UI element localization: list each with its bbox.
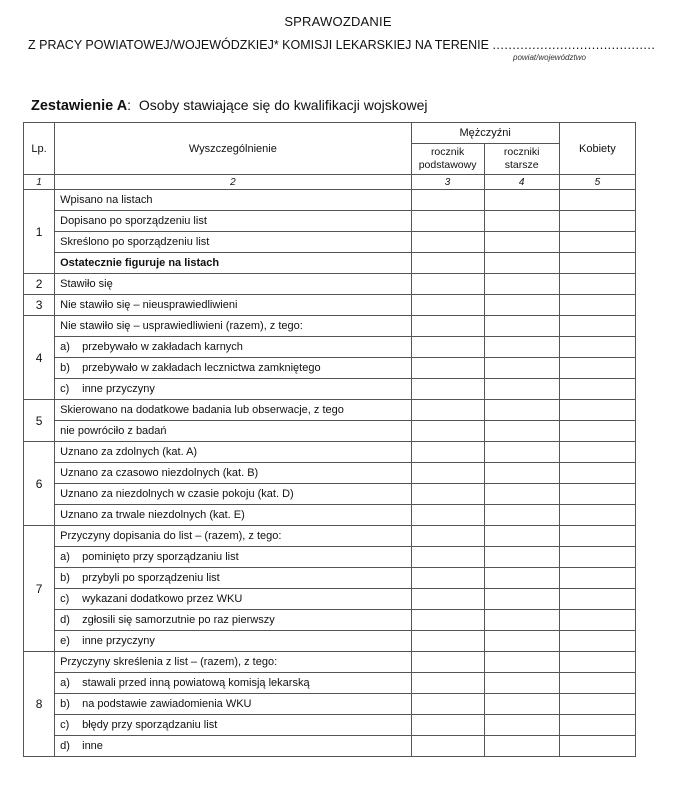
cell-women[interactable] [559, 337, 635, 358]
row-text: Uznano za czasowo niezdolnych (kat. B) [60, 467, 259, 479]
cell-women[interactable] [559, 652, 635, 673]
cell-men-older[interactable] [484, 253, 559, 274]
cell-men-basic[interactable] [411, 211, 484, 232]
row-number: 5 [24, 400, 55, 442]
cell-women[interactable] [559, 694, 635, 715]
cell-women[interactable] [559, 589, 635, 610]
cell-men-basic[interactable] [411, 610, 484, 631]
row-text: Skierowano na dodatkowe badania lub obserwacje, z tego [60, 404, 344, 416]
col-number: 3 [411, 175, 484, 190]
cell-men-basic[interactable] [411, 484, 484, 505]
table-body [24, 190, 636, 757]
row-description [55, 484, 411, 505]
cell-women[interactable] [559, 421, 635, 442]
table-row [24, 442, 636, 463]
table-row [24, 526, 636, 547]
cell-men-older[interactable] [484, 736, 559, 757]
cell-men-basic[interactable] [411, 379, 484, 400]
table-row [24, 673, 636, 694]
col-number: 2 [55, 175, 411, 190]
table-row [24, 295, 636, 316]
row-number: 1 [24, 190, 55, 274]
row-text: wykazani dodatkowo przez WKU [82, 593, 243, 605]
table-row [24, 652, 636, 673]
row-text: błędy przy sporządzaniu list [82, 719, 218, 731]
row-description [55, 190, 411, 211]
section-label: Zestawienie A [31, 98, 128, 114]
row-text: Wpisano na listach [60, 194, 153, 206]
cell-men-older[interactable] [484, 337, 559, 358]
cell-men-basic[interactable] [411, 715, 484, 736]
row-text: Dopisano po sporządzeniu list [60, 215, 207, 227]
table-row [24, 568, 636, 589]
cell-men-older[interactable] [484, 568, 559, 589]
cell-men-basic[interactable] [411, 505, 484, 526]
row-number: 3 [24, 295, 55, 316]
cell-men-basic[interactable] [411, 274, 484, 295]
row-description [55, 589, 411, 610]
row-description [55, 358, 411, 379]
row-letter: c) [60, 383, 70, 395]
cell-women[interactable] [559, 379, 635, 400]
row-text: stawali przed inną powiatową komisją lekarską [82, 677, 310, 689]
cell-men-older[interactable] [484, 484, 559, 505]
cell-women[interactable] [559, 211, 635, 232]
table-row [24, 505, 636, 526]
table-row [24, 190, 636, 211]
row-text: Przyczyny skreślenia z list – (razem), z tego: [60, 656, 278, 668]
cell-men-older[interactable] [484, 316, 559, 337]
row-description [55, 295, 411, 316]
table-row [24, 421, 636, 442]
fill-in-dots[interactable]: ......................................... [492, 38, 656, 52]
table-row [24, 211, 636, 232]
row-letter: c) [60, 593, 70, 605]
table-row [24, 547, 636, 568]
row-description [55, 715, 411, 736]
subtitle-text: Z PRACY POWIATOWEJ/WOJEWÓDZKIEJ* KOMISJI LEKARSKIEJ NA TERENIE [28, 38, 489, 52]
col-number: 5 [559, 175, 635, 190]
table-row [24, 316, 636, 337]
col-number: 4 [484, 175, 559, 190]
cell-women[interactable] [559, 715, 635, 736]
row-description [55, 421, 411, 442]
cell-men-older[interactable] [484, 652, 559, 673]
cell-men-basic[interactable] [411, 190, 484, 211]
row-description [55, 673, 411, 694]
report-subtitle [28, 38, 655, 52]
cell-men-older[interactable] [484, 526, 559, 547]
cell-men-basic[interactable] [411, 652, 484, 673]
cell-men-basic[interactable] [411, 568, 484, 589]
row-description [55, 253, 411, 274]
cell-men-older[interactable] [484, 694, 559, 715]
cell-men-basic[interactable] [411, 673, 484, 694]
report-table [23, 122, 636, 757]
cell-men-older[interactable] [484, 463, 559, 484]
cell-men-basic[interactable] [411, 694, 484, 715]
row-text: na podstawie zawiadomienia WKU [82, 698, 252, 710]
cell-men-basic[interactable] [411, 316, 484, 337]
cell-men-basic[interactable] [411, 295, 484, 316]
table-row [24, 631, 636, 652]
cell-men-older[interactable] [484, 232, 559, 253]
table-row [24, 484, 636, 505]
cell-men-basic[interactable] [411, 400, 484, 421]
cell-men-older[interactable] [484, 421, 559, 442]
cell-women[interactable] [559, 232, 635, 253]
cell-men-basic[interactable] [411, 463, 484, 484]
cell-men-basic[interactable] [411, 442, 484, 463]
cell-men-older[interactable] [484, 211, 559, 232]
cell-women[interactable] [559, 358, 635, 379]
cell-women[interactable] [559, 484, 635, 505]
row-description [55, 568, 411, 589]
row-text: Skreślono po sporządzeniu list [60, 236, 210, 248]
header-men-basic: rocznik podstawowy [411, 144, 484, 175]
row-description [55, 610, 411, 631]
row-text: Uznano za trwale niezdolnych (kat. E) [60, 509, 245, 521]
cell-men-basic[interactable] [411, 337, 484, 358]
report-title: SPRAWOZDANIE [284, 14, 392, 29]
row-text: Nie stawiło się – nieusprawiedliwieni [60, 299, 238, 311]
table-row [24, 358, 636, 379]
header-women: Kobiety [559, 123, 635, 175]
row-number: 6 [24, 442, 55, 526]
cell-men-basic[interactable] [411, 232, 484, 253]
region-note: powiat/województwo [513, 53, 586, 62]
cell-men-older[interactable] [484, 631, 559, 652]
section-text: Osoby stawiające się do kwalifikacji wojskowej [138, 97, 428, 113]
cell-men-older[interactable] [484, 400, 559, 421]
row-description [55, 463, 411, 484]
row-number: 2 [24, 274, 55, 295]
row-description [55, 505, 411, 526]
table-row [24, 463, 636, 484]
row-letter: b) [60, 362, 70, 374]
cell-women[interactable] [559, 274, 635, 295]
row-description [55, 442, 411, 463]
table-row [24, 253, 636, 274]
row-description [55, 379, 411, 400]
cell-men-older[interactable] [484, 442, 559, 463]
row-text: Uznano za zdolnych (kat. A) [60, 446, 198, 458]
row-text: inne [82, 740, 103, 752]
cell-women[interactable] [559, 442, 635, 463]
section-heading: Zestawienie A: Osoby stawiające się do kwalifikacji wojskowej [31, 97, 428, 114]
cell-women[interactable] [559, 736, 635, 757]
cell-men-basic[interactable] [411, 631, 484, 652]
table-row [24, 589, 636, 610]
table-row [24, 715, 636, 736]
cell-women[interactable] [559, 568, 635, 589]
row-text: Uznano za niezdolnych w czasie pokoju (kat. D) [60, 488, 294, 500]
row-description [55, 337, 411, 358]
row-description [55, 526, 411, 547]
cell-men-basic[interactable] [411, 589, 484, 610]
table-row [24, 274, 636, 295]
row-description [55, 274, 411, 295]
cell-women[interactable] [559, 463, 635, 484]
table-row [24, 400, 636, 421]
cell-men-basic[interactable] [411, 421, 484, 442]
table-row [24, 337, 636, 358]
row-text: Nie stawiło się – usprawiedliwieni (razem), z tego: [60, 320, 303, 332]
cell-women[interactable] [559, 673, 635, 694]
row-text: Przyczyny dopisania do list – (razem), z tego: [60, 530, 282, 542]
row-letter: b) [60, 698, 70, 710]
header-men: Mężczyźni [411, 123, 559, 144]
cell-men-older[interactable] [484, 673, 559, 694]
row-number: 7 [24, 526, 55, 652]
cell-men-basic[interactable] [411, 526, 484, 547]
row-text: przybyli po sporządzeniu list [82, 572, 220, 584]
row-text: Stawiło się [60, 278, 113, 290]
cell-women[interactable] [559, 190, 635, 211]
cell-women[interactable] [559, 631, 635, 652]
cell-women[interactable] [559, 316, 635, 337]
row-description [55, 652, 411, 673]
row-letter: d) [60, 740, 70, 752]
row-text: nie powróciło z badań [60, 425, 167, 437]
cell-men-basic[interactable] [411, 358, 484, 379]
row-letter: d) [60, 614, 70, 626]
cell-men-older[interactable] [484, 295, 559, 316]
table-row [24, 379, 636, 400]
row-text: pominięto przy sporządzaniu list [82, 551, 239, 563]
row-text: Ostatecznie figuruje na listach [60, 257, 220, 269]
header-lp: Lp. [24, 123, 55, 175]
cell-men-older[interactable] [484, 358, 559, 379]
cell-men-basic[interactable] [411, 253, 484, 274]
cell-women[interactable] [559, 505, 635, 526]
row-letter: e) [60, 635, 70, 647]
cell-men-older[interactable] [484, 589, 559, 610]
row-text: przebywało w zakładach karnych [82, 341, 243, 353]
row-letter: a) [60, 677, 70, 689]
row-description [55, 232, 411, 253]
cell-men-basic[interactable] [411, 736, 484, 757]
row-letter: a) [60, 341, 70, 353]
row-description [55, 316, 411, 337]
cell-men-older[interactable] [484, 379, 559, 400]
cell-men-older[interactable] [484, 190, 559, 211]
row-description [55, 547, 411, 568]
cell-women[interactable] [559, 547, 635, 568]
cell-women[interactable] [559, 526, 635, 547]
table-row [24, 232, 636, 253]
row-description [55, 211, 411, 232]
header-men-older: roczniki starsze [484, 144, 559, 175]
table-row [24, 694, 636, 715]
row-description [55, 694, 411, 715]
cell-women[interactable] [559, 253, 635, 274]
row-letter: b) [60, 572, 70, 584]
row-number: 4 [24, 316, 55, 400]
cell-men-older[interactable] [484, 505, 559, 526]
cell-men-older[interactable] [484, 547, 559, 568]
row-number: 8 [24, 652, 55, 757]
cell-men-basic[interactable] [411, 547, 484, 568]
row-description [55, 736, 411, 757]
row-letter: c) [60, 719, 70, 731]
row-text: inne przyczyny [82, 635, 155, 647]
cell-men-older[interactable] [484, 715, 559, 736]
cell-men-older[interactable] [484, 274, 559, 295]
col-number: 1 [24, 175, 55, 190]
cell-men-older[interactable] [484, 610, 559, 631]
row-description [55, 400, 411, 421]
table-row [24, 610, 636, 631]
row-text: inne przyczyny [82, 383, 155, 395]
row-letter: a) [60, 551, 70, 563]
header-desc: Wyszczególnienie [55, 123, 411, 175]
row-text: zgłosili się samorzutnie po raz pierwszy [82, 614, 275, 626]
cell-women[interactable] [559, 295, 635, 316]
table-row [24, 736, 636, 757]
cell-women[interactable] [559, 610, 635, 631]
row-description [55, 631, 411, 652]
row-text: przebywało w zakładach lecznictwa zamkniętego [82, 362, 321, 374]
cell-women[interactable] [559, 400, 635, 421]
